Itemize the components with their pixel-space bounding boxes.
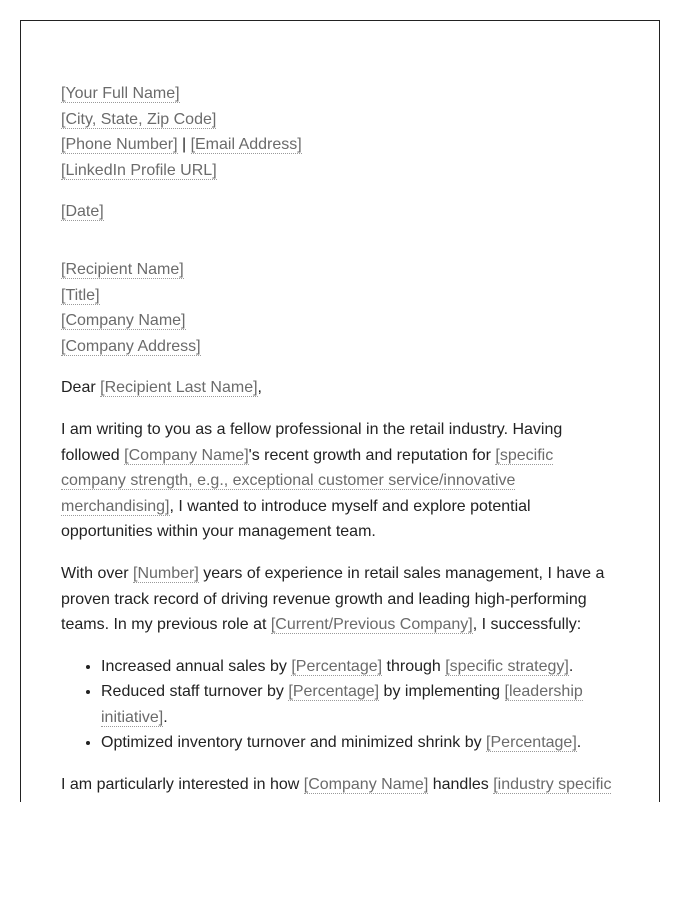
sender-city-state-zip: [City, State, Zip Code] bbox=[61, 110, 217, 128]
bullet-text: Reduced staff turnover by bbox=[101, 683, 289, 701]
p2-text-3: , I successfully: bbox=[472, 616, 582, 634]
list-item bbox=[101, 730, 621, 756]
bullet-text: through bbox=[382, 657, 446, 675]
p1-placeholder-strength: [specific company strength, e.g., exceptional customer service/innovative merchandising] bbox=[61, 446, 554, 515]
letter-date: [Date] bbox=[61, 203, 104, 221]
paragraph-experience bbox=[61, 561, 621, 638]
salutation-suffix: , bbox=[257, 379, 262, 397]
bullet-text: Optimized inventory turnover and minimized shrink by bbox=[101, 734, 487, 752]
p2-text-2: years of experience in retail sales management, I have a proven track record of driving revenue growth and leading high-performing teams. In my previous role at bbox=[61, 564, 605, 634]
salutation-name: [Recipient Last Name] bbox=[100, 379, 258, 397]
bullet-text: . bbox=[568, 657, 574, 675]
p1-text-3: , I wanted to introduce myself and explore potential opportunities within your management team. bbox=[61, 497, 531, 541]
p1-text-2: 's recent growth and reputation for bbox=[248, 446, 496, 464]
paragraph-intro bbox=[61, 417, 621, 545]
date-block bbox=[61, 199, 621, 225]
p2-placeholder-company: [Current/Previous Company] bbox=[270, 616, 473, 634]
recipient-title: [Title] bbox=[61, 286, 100, 304]
p2-placeholder-number: [Number] bbox=[133, 564, 199, 582]
salutation-prefix: Dear bbox=[61, 379, 101, 397]
bullet-text: by implementing bbox=[379, 683, 505, 701]
bullet-text: Increased annual sales by bbox=[101, 657, 292, 675]
p3-text-2: handles bbox=[428, 776, 494, 794]
p1-placeholder-company: [Company Name] bbox=[124, 446, 249, 464]
sender-block bbox=[61, 81, 621, 183]
bullet-placeholder: [Percentage] bbox=[291, 657, 383, 675]
letter-content bbox=[61, 81, 621, 798]
salutation bbox=[61, 375, 621, 401]
recipient-block bbox=[61, 257, 621, 359]
contact-separator: | bbox=[177, 136, 191, 154]
list-item bbox=[101, 654, 621, 680]
p1-text-1: I am writing to you as a fellow professional in the retail industry. Having followed bbox=[61, 420, 563, 464]
sender-phone: [Phone Number] bbox=[61, 136, 178, 154]
bullet-placeholder: [specific strategy] bbox=[445, 657, 569, 675]
bullet-placeholder: [leadership initiative] bbox=[101, 683, 583, 726]
p3-placeholder-topic: [industry specific bbox=[493, 776, 612, 794]
p3-placeholder-company: [Company Name] bbox=[303, 776, 429, 794]
sender-email: [Email Address] bbox=[190, 136, 302, 154]
bullet-text: . bbox=[576, 734, 582, 752]
letter-page bbox=[20, 20, 660, 802]
achievements-list bbox=[61, 654, 621, 756]
recipient-company: [Company Name] bbox=[61, 312, 186, 330]
bullet-placeholder: [Percentage] bbox=[486, 734, 577, 752]
list-item bbox=[101, 679, 621, 730]
sender-linkedin: [LinkedIn Profile URL] bbox=[61, 161, 217, 179]
recipient-name: [Recipient Name] bbox=[61, 260, 184, 278]
bullet-text: . bbox=[163, 708, 168, 726]
p2-text-1: With over bbox=[61, 564, 134, 582]
bullet-placeholder: [Percentage] bbox=[288, 683, 380, 701]
paragraph-interest bbox=[61, 772, 621, 798]
p3-text-1: I am particularly interested in how bbox=[61, 776, 304, 794]
recipient-address: [Company Address] bbox=[61, 337, 201, 355]
sender-full-name: [Your Full Name] bbox=[61, 85, 180, 102]
